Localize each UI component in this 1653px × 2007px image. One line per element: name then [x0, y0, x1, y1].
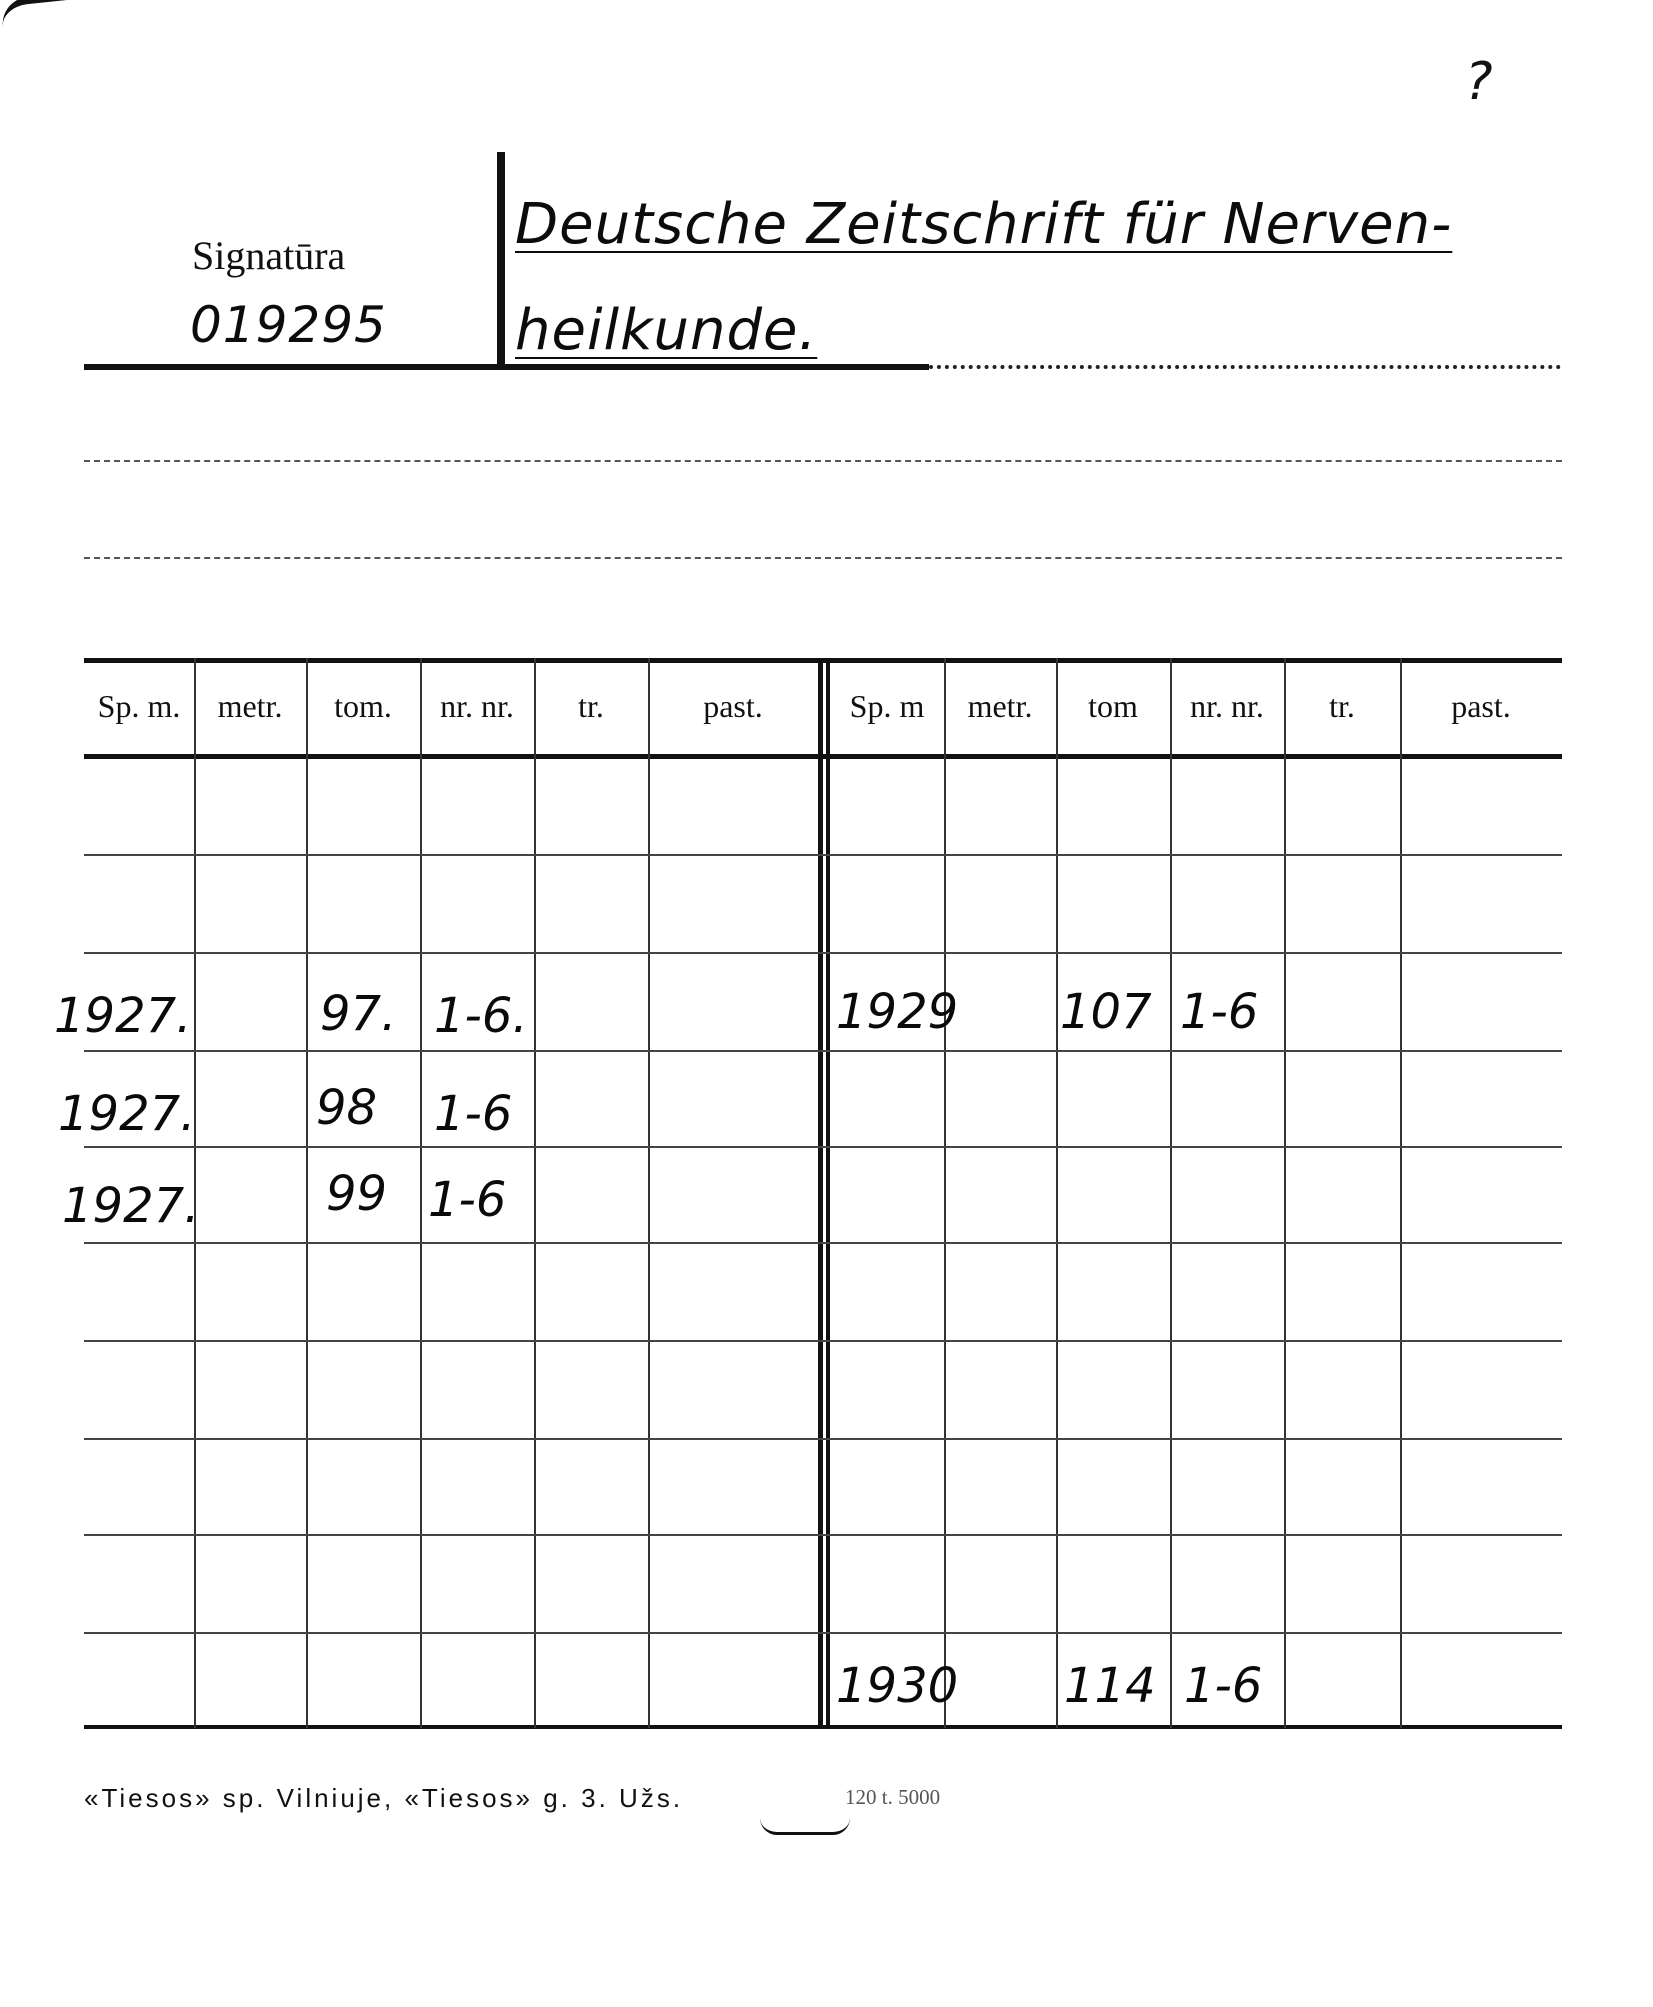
col-divider — [648, 658, 650, 1728]
header-past: past. — [703, 688, 763, 724]
header-metr: metr. — [217, 688, 283, 724]
row-line — [84, 1534, 1562, 1536]
entry-tom: 97. — [320, 986, 397, 1042]
col-divider — [534, 658, 536, 1728]
row-line — [84, 1242, 1562, 1244]
header-tr: tr. — [578, 688, 604, 724]
col-divider — [944, 658, 946, 1728]
header-nr-nr-right: nr. nr. — [1190, 688, 1264, 724]
header-tom-right: tom — [1088, 688, 1138, 724]
blank-line-1 — [84, 460, 1562, 462]
blank-line-2 — [84, 557, 1562, 559]
entry-tom: 98 — [316, 1080, 378, 1136]
entry-tom-right: 107 — [1060, 984, 1152, 1040]
center-double-divider — [818, 658, 830, 1728]
row-line — [84, 952, 1562, 954]
row-line — [84, 1050, 1562, 1052]
row-line — [84, 1340, 1562, 1342]
footer-ink-stroke — [760, 1818, 850, 1835]
printer-footer: «Tiesos» sp. Vilniuje, «Tiesos» g. 3. Užs. — [84, 1783, 684, 1813]
header-tr-right: tr. — [1329, 688, 1355, 724]
col-divider — [1284, 658, 1286, 1728]
header-past-right: past. — [1451, 688, 1511, 724]
title-divider — [497, 152, 505, 364]
col-divider — [306, 658, 308, 1728]
holdings-table — [54, 658, 1562, 1728]
header-rule — [84, 364, 929, 370]
row-line — [84, 1146, 1562, 1148]
corner-ink-mark — [0, 0, 97, 27]
header-rule-dotted — [929, 365, 1561, 369]
header-sp-m: Sp. m. — [97, 688, 181, 724]
entry-nr-right: 1-6 — [1184, 1658, 1263, 1714]
col-divider — [1170, 658, 1172, 1728]
col-divider — [1400, 658, 1402, 1728]
entry-year-right: 1930 — [836, 1658, 959, 1714]
header-nr-nr: nr. nr. — [440, 688, 514, 724]
entry-year: 1927. — [62, 1178, 200, 1234]
entry-year: 1927. — [58, 1086, 196, 1142]
col-divider — [420, 658, 422, 1728]
entry-tom: 99 — [326, 1166, 388, 1222]
row-line — [84, 1632, 1562, 1634]
col-divider — [1056, 658, 1058, 1728]
journal-title-line1: Deutsche Zeitschrift für Nerven- — [515, 192, 1453, 257]
print-run-info: 120 t. 5000 — [845, 1785, 941, 1809]
row-line — [84, 854, 1562, 856]
header-metr-right: metr. — [967, 688, 1033, 724]
entry-nr-right: 1-6 — [1180, 984, 1259, 1040]
corner-question-mark: ? — [1465, 52, 1493, 112]
entry-year-right: 1929 — [836, 984, 959, 1040]
row-line — [84, 1438, 1562, 1440]
entry-tom-right: 114 — [1064, 1658, 1156, 1714]
entry-nr: 1-6. — [434, 988, 528, 1044]
entry-nr: 1-6 — [428, 1172, 507, 1228]
signature-number: 019295 — [190, 296, 387, 354]
entry-year: 1927. — [54, 988, 192, 1044]
header-sp-m-right: Sp. m — [849, 688, 925, 724]
header-tom: tom. — [334, 688, 392, 724]
entry-nr: 1-6 — [434, 1086, 513, 1142]
journal-title-line2: heilkunde. — [515, 298, 818, 363]
signature-label: Signatūra — [192, 233, 346, 278]
